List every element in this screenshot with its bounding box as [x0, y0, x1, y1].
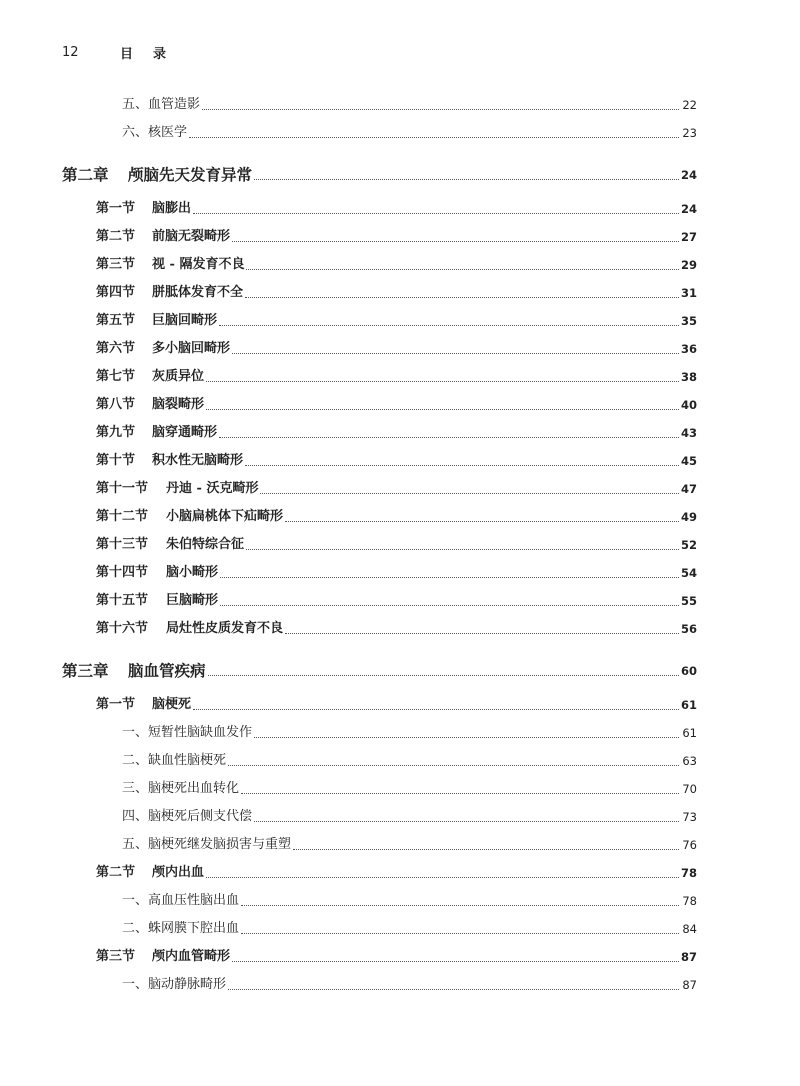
entry-page: 78: [682, 894, 697, 908]
toc-section[interactable]: [96, 588, 697, 610]
entry-page: 70: [682, 782, 697, 796]
section-number: 第八节: [96, 397, 136, 412]
dot-leader: [246, 549, 679, 550]
section-title: 脑膨出: [152, 201, 192, 216]
section-number: 第四节: [96, 285, 136, 300]
chapter-number: 第二章: [62, 166, 109, 184]
section-title: 脑裂畸形: [152, 397, 205, 412]
entry-title: 核医学: [148, 125, 188, 140]
section-title: 颅内出血: [152, 865, 205, 880]
dot-leader: [193, 213, 679, 214]
section-number: 第三节: [96, 949, 136, 964]
entry-page: 61: [682, 726, 697, 740]
dot-leader: [285, 521, 679, 522]
toc-section[interactable]: [96, 224, 697, 246]
section-title: 朱伯特综合征: [166, 537, 245, 552]
section-title: 脑梗死: [152, 697, 192, 712]
entry-page: 61: [680, 698, 697, 712]
toc-section[interactable]: [96, 616, 697, 638]
entry-page: 78: [680, 866, 697, 880]
section-title: 灰质异位: [152, 369, 205, 384]
section-number: 第十三节: [96, 537, 149, 552]
chapter-title: 脑血管疾病: [128, 662, 206, 680]
toc-entry[interactable]: [122, 720, 697, 742]
section-title: 视 - 隔发育不良: [152, 257, 245, 272]
dot-leader: [293, 849, 679, 850]
entry-title: 脑动静脉畸形: [148, 977, 227, 992]
toc-section[interactable]: [96, 560, 697, 582]
dot-leader: [228, 765, 679, 766]
entry-number: 一、: [122, 977, 149, 992]
section-number: 第九节: [96, 425, 136, 440]
section-number: 第二节: [96, 229, 136, 244]
entry-page: 35: [680, 314, 697, 328]
entry-page: 45: [680, 454, 697, 468]
entry-number: 六、: [122, 125, 149, 140]
section-number: 第十一节: [96, 481, 149, 496]
entry-number: 三、: [122, 781, 149, 796]
entry-page: 23: [682, 126, 697, 140]
dot-leader: [228, 989, 679, 990]
entry-title: 脑梗死继发脑损害与重塑: [148, 837, 292, 852]
section-number: 第三节: [96, 257, 136, 272]
entry-title: 缺血性脑梗死: [148, 753, 227, 768]
toc-entry[interactable]: [122, 972, 697, 994]
dot-leader: [241, 905, 679, 906]
toc-entry[interactable]: [122, 832, 697, 854]
toc-section[interactable]: [96, 944, 697, 966]
section-title: 巨脑回畸形: [152, 313, 218, 328]
dot-leader: [246, 269, 679, 270]
entry-page: 47: [680, 482, 697, 496]
section-number: 第七节: [96, 369, 136, 384]
entry-number: 二、: [122, 753, 149, 768]
dot-leader: [219, 325, 679, 326]
toc-section[interactable]: [96, 280, 697, 302]
dot-leader: [241, 793, 679, 794]
toc-section[interactable]: [96, 692, 697, 714]
entry-page: 76: [682, 838, 697, 852]
toc-section[interactable]: [96, 336, 697, 358]
dot-leader: [254, 179, 679, 180]
toc-entry[interactable]: [122, 776, 697, 798]
dot-leader: [254, 737, 679, 738]
dot-leader: [220, 605, 679, 606]
entry-number: 五、: [122, 97, 149, 112]
toc-section[interactable]: [96, 476, 697, 498]
page-number: 12: [62, 44, 79, 60]
dot-leader: [245, 297, 679, 298]
entry-page: 27: [680, 230, 697, 244]
dot-leader: [206, 877, 679, 878]
toc-entry[interactable]: [122, 804, 697, 826]
dot-leader: [232, 961, 679, 962]
entry-number: 一、: [122, 893, 149, 908]
entry-page: 52: [680, 538, 697, 552]
section-title: 胼胝体发育不全: [152, 285, 244, 300]
toc-section[interactable]: [96, 532, 697, 554]
dot-leader: [208, 675, 679, 676]
section-number: 第五节: [96, 313, 136, 328]
section-title: 脑小畸形: [166, 565, 219, 580]
section-number: 第十六节: [96, 621, 149, 636]
dot-leader: [241, 933, 679, 934]
dot-leader: [202, 109, 679, 110]
toc-section[interactable]: [96, 252, 697, 274]
entry-page: 43: [680, 426, 697, 440]
entry-page: 73: [682, 810, 697, 824]
chapter-title: 颅脑先天发育异常: [128, 166, 253, 184]
toc-section[interactable]: [96, 504, 697, 526]
toc-entry[interactable]: [122, 748, 697, 770]
entry-page: 38: [680, 370, 697, 384]
toc-section[interactable]: [96, 364, 697, 386]
section-number: 第十五节: [96, 593, 149, 608]
entry-page: 49: [680, 510, 697, 524]
section-title: 多小脑回畸形: [152, 341, 231, 356]
entry-page: 29: [680, 258, 697, 272]
entry-page: 36: [680, 342, 697, 356]
section-title: 积水性无脑畸形: [152, 453, 244, 468]
entry-number: 一、: [122, 725, 149, 740]
entry-page: 24: [680, 202, 697, 216]
dot-leader: [206, 409, 679, 410]
entry-page: 87: [680, 950, 697, 964]
entry-page: 56: [680, 622, 697, 636]
dot-leader: [219, 437, 679, 438]
entry-title: 短暂性脑缺血发作: [148, 725, 253, 740]
section-number: 第一节: [96, 697, 136, 712]
section-title: 前脑无裂畸形: [152, 229, 231, 244]
section-number: 第二节: [96, 865, 136, 880]
section-number: 第十节: [96, 453, 136, 468]
dot-leader: [245, 465, 679, 466]
entry-page: 54: [680, 566, 697, 580]
header-title: 目录: [120, 46, 187, 62]
entry-page: 55: [680, 594, 697, 608]
entry-title: 脑梗死后侧支代偿: [148, 809, 253, 824]
entry-page: 22: [682, 98, 697, 112]
entry-page: 87: [682, 978, 697, 992]
toc-section[interactable]: [96, 448, 697, 470]
entry-page: 84: [682, 922, 697, 936]
toc-section[interactable]: [96, 860, 697, 882]
entry-number: 五、: [122, 837, 149, 852]
dot-leader: [206, 381, 679, 382]
toc-section[interactable]: [96, 392, 697, 414]
section-number: 第十四节: [96, 565, 149, 580]
entry-number: 四、: [122, 809, 149, 824]
section-number: 第六节: [96, 341, 136, 356]
section-title: 脑穿通畸形: [152, 425, 218, 440]
entry-page: 63: [682, 754, 697, 768]
entry-page: 40: [680, 398, 697, 412]
chapter-number: 第三章: [62, 662, 109, 680]
toc-section[interactable]: [96, 308, 697, 330]
dot-leader: [189, 137, 679, 138]
entry-title: 高血压性脑出血: [148, 893, 240, 908]
entry-page: 24: [680, 168, 697, 182]
entry-title: 蛛网膜下腔出血: [148, 921, 240, 936]
section-title: 丹迪 - 沃克畸形: [166, 481, 259, 496]
toc-entry[interactable]: [122, 92, 697, 114]
section-title: 局灶性皮质发育不良: [166, 621, 284, 636]
dot-leader: [220, 577, 679, 578]
dot-leader: [232, 241, 679, 242]
dot-leader: [193, 709, 679, 710]
running-header: [62, 40, 186, 64]
entry-page: 31: [680, 286, 697, 300]
section-title: 巨脑畸形: [166, 593, 219, 608]
section-number: 第十二节: [96, 509, 149, 524]
toc-chapter[interactable]: [62, 162, 697, 184]
section-title: 颅内血管畸形: [152, 949, 231, 964]
section-number: 第一节: [96, 201, 136, 216]
section-title: 小脑扁桃体下疝畸形: [166, 509, 284, 524]
entry-number: 二、: [122, 921, 149, 936]
toc-chapter[interactable]: [62, 658, 697, 680]
dot-leader: [254, 821, 679, 822]
dot-leader: [232, 353, 679, 354]
toc-entry[interactable]: [122, 888, 697, 910]
entry-page: 60: [680, 664, 697, 678]
entry-title: 血管造影: [148, 97, 201, 112]
dot-leader: [285, 633, 679, 634]
dot-leader: [260, 493, 679, 494]
toc-entry[interactable]: [122, 120, 697, 142]
toc-entry[interactable]: [122, 916, 697, 938]
entry-title: 脑梗死出血转化: [148, 781, 240, 796]
toc-section[interactable]: [96, 196, 697, 218]
toc-section[interactable]: [96, 420, 697, 442]
